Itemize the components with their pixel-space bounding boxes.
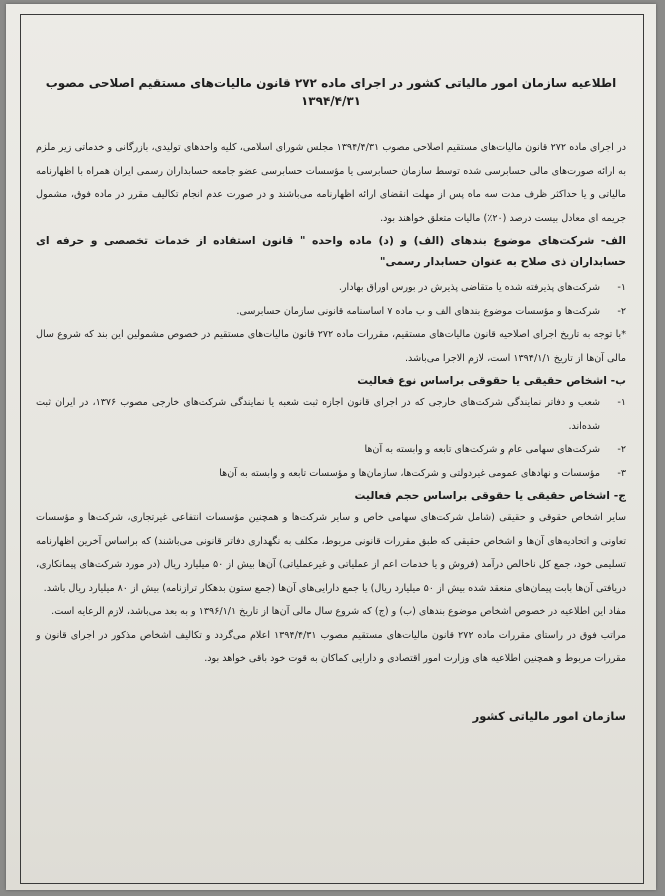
- closing-paragraph: مراتب فوق در راستای مقررات ماده ۲۷۲ قانون مالیات‌های مستقیم مصوب ۱۳۹۴/۴/۳۱ اعلام می‌گردد و تکالیف اشخاص مذکور در اجرای قانون و مقررات مربوط و همچنین اطلاعیه های وزارت امور اقتصادی و دارایی کماکان به قوت خود باقی خواهد بود.: [36, 629, 626, 664]
- section-b-item: [36, 462, 626, 486]
- effective-date-paragraph: مفاد این اطلاعیه در خصوص اشخاص موضوع بندهای (ب) و (ج) که شروع سال مالی آن‌ها از تاریخ ۱۳۹۶/۱/۱ و به بعد می‌باشد، لازم الرعایه است.: [51, 606, 626, 617]
- section-b-item: [36, 438, 626, 462]
- item-text: شرکت‌ها و مؤسسات موضوع بندهای الف و ب ماده ۷ اساسنامه قانونی سازمان حسابرسی.: [236, 305, 600, 317]
- document-title: اطلاعیه سازمان امور مالیاتی کشور در اجرای ماده ۲۷۲ قانون مالیات‌های مستقیم اصلاحی مصوب ۱۳۹۴/۴/۳۱: [45, 76, 617, 108]
- item-text: شعب و دفاتر نمایندگی شرکت‌های خارجی که در اجرای قانون اجازه ثبت شعبه یا نمایندگی شرکت‌های خارجی مصوب ۱۳۷۶، در ایران ثبت شده‌اند.: [36, 397, 600, 432]
- section-c-heading: ج- اشخاص حقیقی یا حقوقی براساس حجم فعالیت: [354, 489, 626, 502]
- item-number: ۱-: [617, 397, 626, 408]
- intro-paragraph: در اجرای ماده ۲۷۲ قانون مالیات‌های مستقیم اصلاحی مصوب ۱۳۹۴/۴/۳۱ مجلس شورای اسلامی، کلیه واحدهای تولیدی، بازرگانی و خدماتی زیر ملزم به ارائه صورت‌های مالی حسابرسی شده توسط سازمان حسابرسی یا مؤسسات حسابرسی عضو جامعه حسابداران رسمی ایران همراه با اظهارنامه مالیاتی و یا حداکثر ظرف مدت سه ماه پس از مهلت انقضای ارائه اظهارنامه می‌باشند و در صورت عدم انجام تکالیف مقرر در ماده فوق، مشمول جریمه ای معادل بیست درصد (۲۰٪) مالیات متعلق خواهند بود.: [36, 142, 627, 224]
- item-number: ۳-: [617, 467, 626, 479]
- section-a-item: [36, 276, 626, 300]
- section-b-item: [36, 391, 626, 438]
- document-body: [36, 74, 626, 740]
- item-text: شرکت‌های پذیرفته شده یا متقاضی پذیرش در بورس اوراق بهادار.: [338, 282, 600, 293]
- item-text: شرکت‌های سهامی عام و شرکت‌های تابعه و وابسته به آن‌ها: [364, 444, 600, 455]
- section-a-item: [36, 300, 626, 324]
- item-text: مؤسسات و نهادهای عمومی غیردولتی و شرکت‌ها، سازمان‌ها و مؤسسات تابعه و وابسته به آن‌ها: [219, 467, 600, 479]
- section-a-note: *با توجه به تاریخ اجرای اصلاحیه قانون مالیات‌های مستقیم، مقررات ماده ۲۷۲ قانون مالیات‌های مستقیم در خصوص مشمولین این بند که شروع سال مالی آن‌ها از تاریخ ۱۳۹۴/۱/۱ است، لازم الاجرا می‌باشد.: [36, 329, 626, 364]
- signature: سازمان امور مالیاتی کشور: [472, 708, 626, 723]
- item-number: ۲-: [617, 444, 626, 455]
- item-number: ۱-: [617, 282, 626, 293]
- item-number: ۲-: [617, 305, 626, 317]
- section-a-heading: الف- شرکت‌های موضوع بندهای (الف) و (د) ماده واحده " قانون استفاده از خدمات تخصصی و حرفه ای حسابداران ذی صلاح به عنوان حسابدار رسمی": [36, 234, 626, 268]
- document-paper: [6, 4, 656, 890]
- section-b-heading: ب- اشخاص حقیقی یا حقوقی براساس نوع فعالیت: [357, 374, 626, 387]
- section-c-paragraph: سایر اشخاص حقوقی و حقیقی (شامل شرکت‌های سهامی خاص و سایر شرکت‌ها و همچنین مؤسسات انتفاعی غیرتجاری، شرکت‌ها و مؤسسات تعاونی و اتحادیه‌های آن‌ها و اشخاص حقیقی که طبق مقررات قانونی مربوط، مکلف به نگهداری دفاتر قانونی می‌باشند) که براساس آخرین اظهارنامه تسلیمی خود، جمع کل ناخالص درآمد (فروش و یا خدمات اعم از عملیاتی و غیرعملیاتی) آن‌ها بیش از ۵۰ میلیارد ریال (در مورد شرکت‌های پیمانکاری، دریافتی آن‌ها بابت پیمان‌های منعقد شده بیش از ۵۰ میلیارد ریال) یا جمع دارایی‌های آن‌ها (جمع ستون بدهکار ترازنامه) بیش از ۸۰ میلیارد ریال باشد.: [36, 512, 626, 594]
